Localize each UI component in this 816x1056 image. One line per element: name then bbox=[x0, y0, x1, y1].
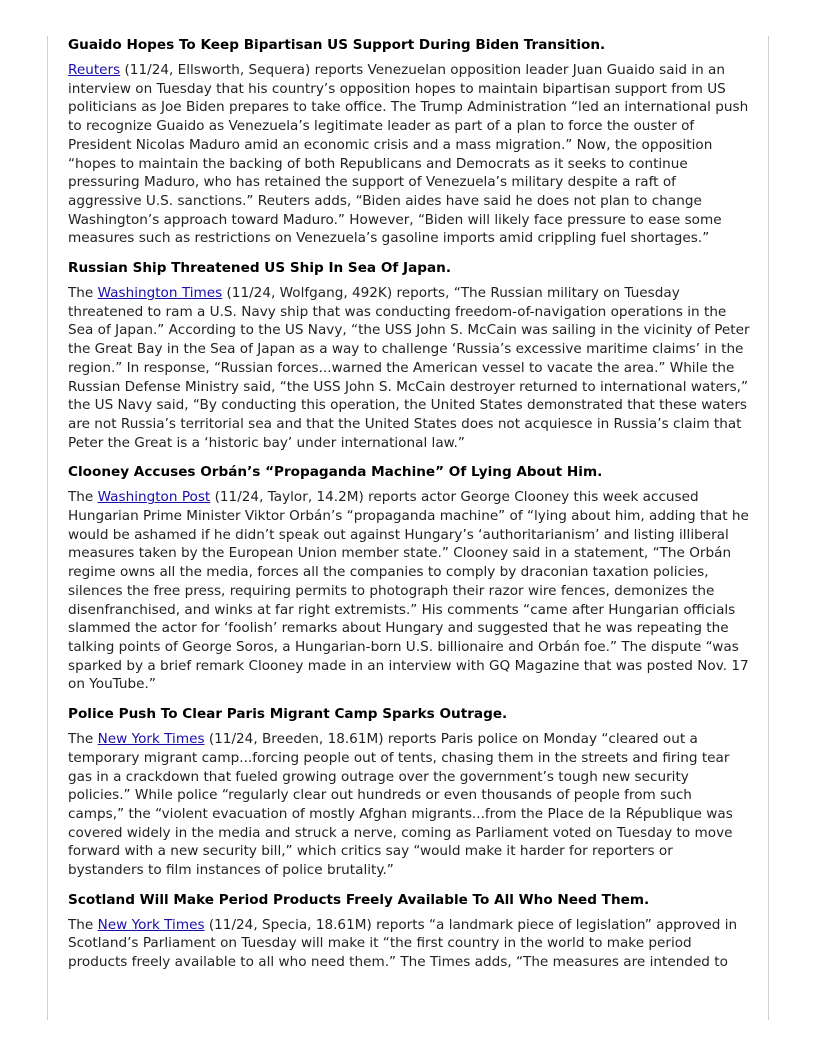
left-margin-rule bbox=[47, 36, 48, 1020]
source-link-new-york-times[interactable]: New York Times bbox=[97, 731, 205, 748]
article-text: (11/24, Taylor, 14.2M) reports actor George Clooney this week accused Hungarian Prime Minister Viktor Orbán’s “propaganda machine” of “lying about him, adding that he would be ashamed if he didn’t speak out against Hungary’s ‘authoritarianism’ and listing illiberal measures taken by the European Union member state.” Clooney said in a statement, “The Orbán regime owns all the media, forces all the companies to comply by draconian taxation policies, silences the free press, requiring permits to photograph their razor wire fences, demonizes the disenfranchised, and winks at far right extremists.” His comments “came after Hungarian officials slammed the actor for ‘foolish’ remarks about Hungary and suggested that he was repeating the talking points of George Soros, a Hungarian-born U.S. billionaire and Orbán foe.” The dispute “was sparked by a brief remark Clooney made in an interview with GQ Magazine that was posted Nov. 17 on YouTube.” bbox=[68, 489, 749, 693]
source-link-washington-times[interactable]: Washington Times bbox=[97, 285, 223, 302]
article-body bbox=[68, 284, 750, 452]
article-headline: Scotland Will Make Period Products Freely Available To All Who Need Them. bbox=[68, 891, 650, 908]
source-link-washington-post[interactable]: Washington Post bbox=[97, 489, 211, 506]
article-lead: The bbox=[68, 731, 98, 748]
article-body bbox=[68, 488, 750, 694]
article-headline: Guaido Hopes To Keep Bipartisan US Support During Biden Transition. bbox=[68, 37, 606, 53]
article-paris-migrant-camp bbox=[68, 705, 750, 880]
source-link-reuters[interactable]: Reuters bbox=[68, 62, 121, 78]
article-lead: The bbox=[68, 285, 98, 302]
article-russian-ship bbox=[68, 259, 750, 452]
article-text: (11/24, Ellsworth, Sequera) reports Venezuelan opposition leader Juan Guaido said in an interview on Tuesday that his country’s opposition hopes to maintain bipartisan support from US politicians as Joe Biden prepares to take office. The Trump Administration “led an international push to recognize Guaido as Venezuela’s legitimate leader as part of a plan to force the ouster of President Nicolas Maduro amid an economic crisis and a mass migration.” Now, the opposition “hopes to maintain the backing of both Republicans and Democrats as it seeks to continue pressuring Maduro, who has retained the support of Venezuela’s military despite a raft of aggressive U.S. sanctions.” Reuters adds, “Biden aides have said he does not plan to change Washington’s approach toward Maduro.” However, “Biden will likely face pressure to ease some measures such as restrictions on Venezuela’s gasoline imports amid crippling fuel shortages.” bbox=[68, 62, 749, 247]
article-headline: Clooney Accuses Orbán’s “Propaganda Machine” Of Lying About Him. bbox=[68, 464, 603, 481]
article-headline: Russian Ship Threatened US Ship In Sea Of Japan. bbox=[68, 260, 452, 277]
article-body bbox=[68, 916, 750, 972]
article-scotland-period-products bbox=[68, 891, 750, 972]
right-margin-rule bbox=[768, 36, 769, 1020]
article-body bbox=[68, 730, 750, 880]
article-clooney bbox=[68, 463, 750, 694]
article-body bbox=[68, 61, 750, 248]
article-text: (11/24, Specia, 18.61M) reports “a landmark piece of legislation” approved in Scotland’s Parliament on Tuesday will make it “the first country in the world to make period products freely available to all who need them.” The Times adds, “The measures are intended to bbox=[68, 916, 738, 971]
article-guaido bbox=[68, 36, 750, 248]
news-digest-page bbox=[68, 36, 750, 983]
article-headline: Police Push To Clear Paris Migrant Camp Sparks Outrage. bbox=[68, 706, 508, 723]
article-text: (11/24, Breeden, 18.61M) reports Paris police on Monday “cleared out a temporary migrant camp...forcing people out of tents, chasing them in the streets and firing tear gas in a crackdown that fueled growing outrage over the government’s tough new security policies.” While police “regularly clear out hundreds or even thousands of people from such camps,” the “violent evacuation of mostly Afghan migrants...from the Place de la République was covered widely in the media and struck a nerve, coming as Parliament voted on Tuesday to move forward with a new security bill,” which critics say “would make it harder for reporters or bystanders to film instances of police brutality.” bbox=[68, 731, 733, 879]
article-lead: The bbox=[68, 489, 98, 506]
source-link-new-york-times[interactable]: New York Times bbox=[97, 916, 205, 933]
article-text: (11/24, Wolfgang, 492K) reports, “The Russian military on Tuesday threatened to ram a U.S. Navy ship that was conducting freedom-of-navigation operations in the Sea of Japan.” According to the US Navy, “the USS John S. McCain was sailing in the vicinity of Peter the Great Bay in the Sea of Japan as a way to challenge ‘Russia’s excessive maritime claims’ in the region.” In response, “Russian forces...warned the American vessel to vacate the area.” While the Russian Defense Ministry said, “the USS John S. McCain destroyer returned to international waters,” the US Navy said, “By conducting this operation, the United States demonstrated that these waters are not Russia’s territorial sea and that the United States does not acquiesce in Russia’s claim that Peter the Great is a ‘historic bay’ under international law.” bbox=[68, 285, 750, 451]
article-lead: The bbox=[68, 916, 98, 933]
